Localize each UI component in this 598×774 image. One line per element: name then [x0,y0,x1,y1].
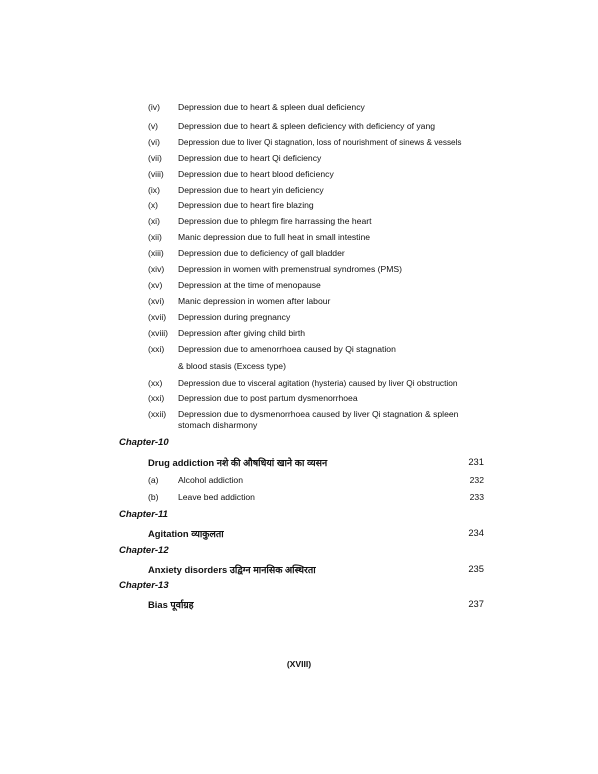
item-text: Depression due to liver Qi stagnation, loss of nourishment of sinews & vessels [178,138,462,147]
item-text: Depression during pregnancy [178,312,291,322]
item-text: Depression due to post partum dysmenorrhoea [178,393,358,403]
item-number: (iv) [148,102,160,112]
entry-title: Agitation व्याकुलता [148,528,224,539]
item-text: Depression due to deficiency of gall bladder [178,248,345,258]
item-text: Manic depression in women after labour [178,296,331,306]
chapter-heading: Chapter-12 [119,545,169,556]
item-text: Depression in women with premenstrual syndromes (PMS) [178,264,402,274]
page-number: 233 [469,492,484,502]
page-number: 235 [468,563,484,574]
item-text: Depression due to heart fire blazing [178,200,314,210]
item-number: (vii) [148,153,162,163]
page-number: 237 [468,598,484,609]
subentry-title: Leave bed addiction [178,492,255,502]
item-number: (xxi) [148,393,165,403]
item-number: (xxii) [148,409,167,419]
item-number: (xvii) [148,312,167,322]
item-text: Depression due to heart blood deficiency [178,169,334,179]
item-number: (xv) [148,280,163,290]
item-number: (xiii) [148,248,164,258]
chapter-heading: Chapter-11 [119,509,168,520]
subentry-title: Alcohol addiction [178,475,243,485]
page-footer-number: (XVIII) [286,659,312,669]
item-text: Depression due to heart & spleen deficiency with deficiency of yang [178,121,436,131]
chapter-heading: Chapter-13 [119,580,169,591]
chapter-heading: Chapter-10 [119,437,169,448]
page-number: 231 [468,456,484,467]
item-number: (xx) [148,378,163,388]
item-number: (xii) [148,232,162,242]
page-number: 234 [468,527,484,538]
item-text: Depression due to visceral agitation (hysteria) caused by liver Qi obstruction [178,378,458,388]
item-number: (xviii) [148,328,169,338]
item-text: Manic depression due to full heat in small intestine [178,232,371,242]
item-text: Depression due to dysmenorrhoea caused by liver Qi stagnation & spleen stomach disharmony [178,409,459,430]
item-number: (xvi) [148,296,165,306]
item-text: Depression due to amenorrhoea caused by Qi stagnation [178,344,396,354]
item-number: (v) [148,121,159,131]
item-number: (xxi) [148,344,165,354]
item-text: Depression due to heart Qi deficiency [178,153,322,163]
item-number: (x) [148,200,159,210]
item-text: Depression due to heart & spleen dual deficiency [178,102,365,112]
item-number: (vi) [148,137,160,147]
item-text: Depression at the time of menopause [178,280,321,290]
subentry-number: (b) [148,492,159,502]
entry-title: Drug addiction नशे की औषधियां खाने का व्यसन [148,457,328,468]
subentry-number: (a) [148,475,159,485]
item-number: (ix) [148,185,160,195]
entry-title: Anxiety disorders उद्विग्न मानसिक अस्थिरता [148,564,316,575]
item-number: (xi) [148,216,160,226]
entry-title: Bias पूर्वाग्रह [148,599,194,610]
item-number: (xiv) [148,264,165,274]
item-text: Depression due to heart yin deficiency [178,185,324,195]
page-number: 232 [469,475,484,485]
item-text: & blood stasis (Excess type) [178,361,286,371]
item-text: Depression after giving child birth [178,328,306,338]
item-number: (viii) [148,169,164,179]
item-text: Depression due to phlegm fire harrassing the heart [178,216,372,226]
